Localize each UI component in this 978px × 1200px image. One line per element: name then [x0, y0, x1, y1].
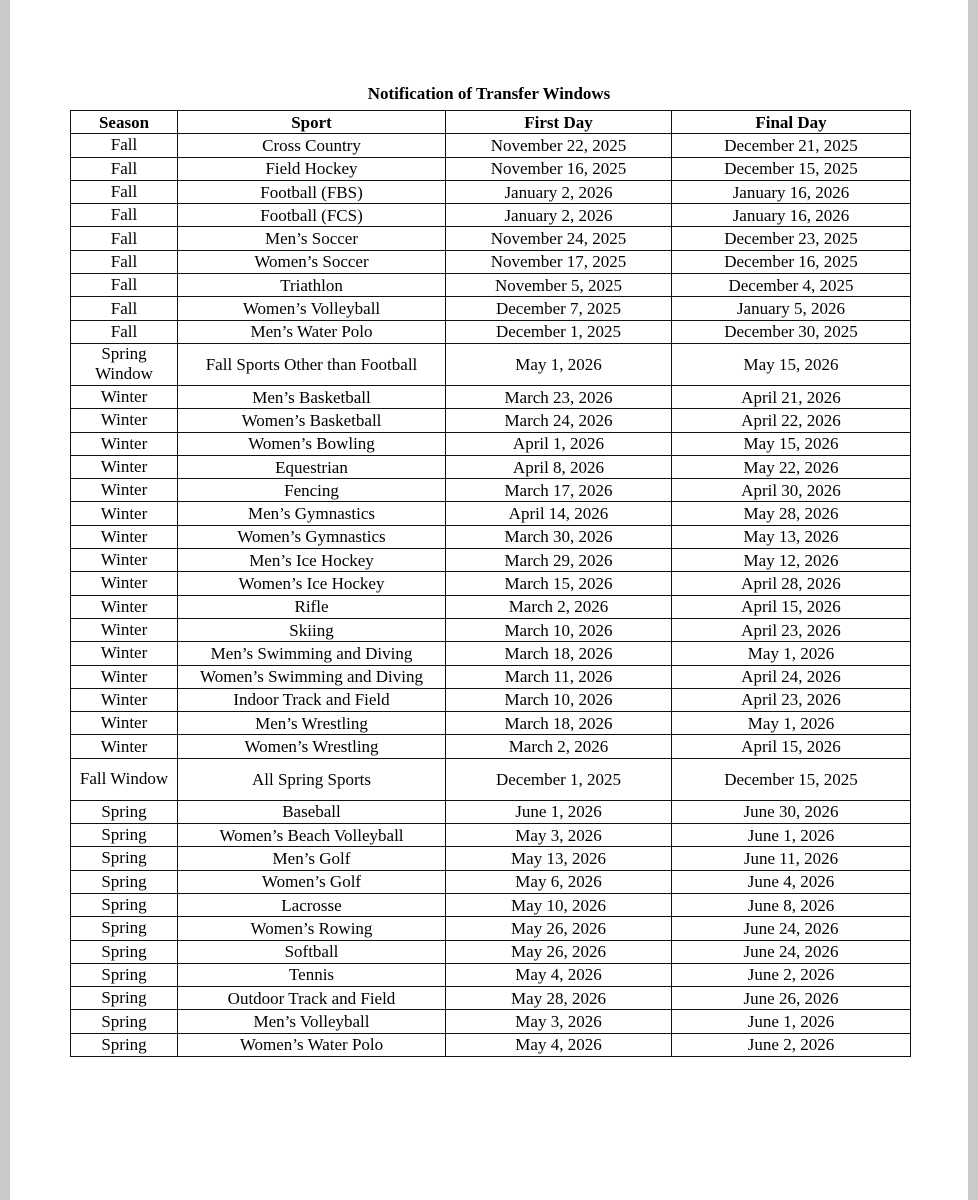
- first-day-cell: March 15, 2026: [446, 572, 672, 595]
- table-row: [71, 502, 911, 525]
- first-day-cell: June 1, 2026: [446, 800, 672, 823]
- season-cell: Fall: [71, 227, 178, 250]
- season-cell: Winter: [71, 642, 178, 665]
- sport-cell: Tennis: [178, 963, 446, 986]
- table-row: [71, 870, 911, 893]
- sport-cell: Women’s Ice Hockey: [178, 572, 446, 595]
- season-cell: Winter: [71, 455, 178, 478]
- first-day-cell: March 10, 2026: [446, 618, 672, 641]
- season-cell: Fall: [71, 320, 178, 343]
- sport-cell: Outdoor Track and Field: [178, 987, 446, 1010]
- sport-cell: Cross Country: [178, 134, 446, 157]
- first-day-cell: March 2, 2026: [446, 735, 672, 758]
- table-row: [71, 987, 911, 1010]
- table-row: [71, 917, 911, 940]
- season-cell: Spring: [71, 987, 178, 1010]
- season-cell: Winter: [71, 479, 178, 502]
- sport-cell: Football (FCS): [178, 204, 446, 227]
- season-cell: Winter: [71, 572, 178, 595]
- season-cell: Winter: [71, 502, 178, 525]
- season-cell: Winter: [71, 385, 178, 408]
- final-day-cell: April 22, 2026: [672, 409, 911, 432]
- final-day-cell: May 15, 2026: [672, 343, 911, 385]
- final-day-cell: April 21, 2026: [672, 385, 911, 408]
- sport-cell: Men’s Golf: [178, 847, 446, 870]
- season-cell: Winter: [71, 665, 178, 688]
- table-row: [71, 688, 911, 711]
- first-day-cell: May 26, 2026: [446, 917, 672, 940]
- final-day-cell: April 24, 2026: [672, 665, 911, 688]
- sport-cell: Men’s Wrestling: [178, 712, 446, 735]
- sport-cell: Softball: [178, 940, 446, 963]
- final-day-cell: June 1, 2026: [672, 824, 911, 847]
- table-row: [71, 320, 911, 343]
- table-row: [71, 712, 911, 735]
- season-cell: Fall Window: [71, 758, 178, 800]
- final-day-cell: December 30, 2025: [672, 320, 911, 343]
- table-row: [71, 455, 911, 478]
- sport-cell: Women’s Basketball: [178, 409, 446, 432]
- table-row: [71, 1033, 911, 1056]
- first-day-cell: May 13, 2026: [446, 847, 672, 870]
- sport-cell: Triathlon: [178, 274, 446, 297]
- first-day-cell: March 11, 2026: [446, 665, 672, 688]
- table-row: [71, 385, 911, 408]
- first-day-cell: November 24, 2025: [446, 227, 672, 250]
- final-day-cell: April 23, 2026: [672, 688, 911, 711]
- final-day-cell: January 5, 2026: [672, 297, 911, 320]
- first-day-cell: March 29, 2026: [446, 549, 672, 572]
- table-row: [71, 432, 911, 455]
- first-day-cell: May 4, 2026: [446, 963, 672, 986]
- final-day-cell: April 23, 2026: [672, 618, 911, 641]
- final-day-cell: May 12, 2026: [672, 549, 911, 572]
- sport-cell: Football (FBS): [178, 180, 446, 203]
- season-cell: Winter: [71, 688, 178, 711]
- table-row: [71, 134, 911, 157]
- table-row: [71, 735, 911, 758]
- table-row: [71, 250, 911, 273]
- first-day-cell: March 18, 2026: [446, 642, 672, 665]
- table-row: [71, 204, 911, 227]
- table-row: [71, 343, 911, 385]
- final-day-cell: April 30, 2026: [672, 479, 911, 502]
- first-day-cell: November 22, 2025: [446, 134, 672, 157]
- final-day-cell: June 24, 2026: [672, 917, 911, 940]
- table-row: [71, 824, 911, 847]
- sport-cell: All Spring Sports: [178, 758, 446, 800]
- sport-cell: Women’s Golf: [178, 870, 446, 893]
- season-cell: Fall: [71, 180, 178, 203]
- table-row: [71, 180, 911, 203]
- final-day-cell: May 28, 2026: [672, 502, 911, 525]
- sport-cell: Men’s Basketball: [178, 385, 446, 408]
- sport-cell: Men’s Soccer: [178, 227, 446, 250]
- sport-cell: Women’s Gymnastics: [178, 525, 446, 548]
- season-cell: Spring: [71, 963, 178, 986]
- season-cell: Fall: [71, 297, 178, 320]
- table-row: [71, 595, 911, 618]
- table-row: [71, 157, 911, 180]
- season-cell: Fall: [71, 134, 178, 157]
- season-cell: Fall: [71, 250, 178, 273]
- sport-cell: Men’s Gymnastics: [178, 502, 446, 525]
- sport-cell: Fencing: [178, 479, 446, 502]
- season-cell: Winter: [71, 595, 178, 618]
- season-cell: Spring Window: [71, 343, 178, 385]
- first-day-cell: December 7, 2025: [446, 297, 672, 320]
- first-day-cell: November 17, 2025: [446, 250, 672, 273]
- first-day-cell: March 23, 2026: [446, 385, 672, 408]
- table-row: [71, 227, 911, 250]
- final-day-cell: June 30, 2026: [672, 800, 911, 823]
- sport-cell: Women’s Swimming and Diving: [178, 665, 446, 688]
- season-cell: Spring: [71, 1010, 178, 1033]
- final-day-cell: May 15, 2026: [672, 432, 911, 455]
- sport-cell: Men’s Water Polo: [178, 320, 446, 343]
- final-day-cell: May 1, 2026: [672, 712, 911, 735]
- first-day-cell: December 1, 2025: [446, 758, 672, 800]
- table-row: [71, 642, 911, 665]
- first-day-cell: May 3, 2026: [446, 1010, 672, 1033]
- table-row: [71, 847, 911, 870]
- sport-cell: Rifle: [178, 595, 446, 618]
- table-row: [71, 409, 911, 432]
- first-day-cell: March 2, 2026: [446, 595, 672, 618]
- season-cell: Spring: [71, 800, 178, 823]
- sport-cell: Women’s Volleyball: [178, 297, 446, 320]
- document-title: Notification of Transfer Windows: [367, 84, 611, 103]
- first-day-cell: May 28, 2026: [446, 987, 672, 1010]
- season-cell: Winter: [71, 409, 178, 432]
- season-cell: Fall: [71, 157, 178, 180]
- first-day-cell: May 1, 2026: [446, 343, 672, 385]
- season-cell: Fall: [71, 204, 178, 227]
- final-day-cell: June 2, 2026: [672, 1033, 911, 1056]
- final-day-cell: April 28, 2026: [672, 572, 911, 595]
- table-row: [71, 549, 911, 572]
- final-day-cell: December 23, 2025: [672, 227, 911, 250]
- sport-cell: Skiing: [178, 618, 446, 641]
- final-day-cell: June 26, 2026: [672, 987, 911, 1010]
- season-cell: Winter: [71, 618, 178, 641]
- first-day-cell: November 16, 2025: [446, 157, 672, 180]
- first-day-cell: May 3, 2026: [446, 824, 672, 847]
- first-day-cell: January 2, 2026: [446, 204, 672, 227]
- sport-cell: Women’s Bowling: [178, 432, 446, 455]
- final-day-cell: April 15, 2026: [672, 735, 911, 758]
- final-day-cell: June 24, 2026: [672, 940, 911, 963]
- sport-cell: Indoor Track and Field: [178, 688, 446, 711]
- sport-cell: Women’s Water Polo: [178, 1033, 446, 1056]
- sport-cell: Baseball: [178, 800, 446, 823]
- first-day-cell: March 30, 2026: [446, 525, 672, 548]
- table-body: [71, 134, 911, 1057]
- sport-cell: Equestrian: [178, 455, 446, 478]
- final-day-cell: June 11, 2026: [672, 847, 911, 870]
- final-day-cell: June 1, 2026: [672, 1010, 911, 1033]
- final-day-cell: April 15, 2026: [672, 595, 911, 618]
- final-day-cell: June 8, 2026: [672, 893, 911, 916]
- first-day-cell: November 5, 2025: [446, 274, 672, 297]
- first-day-cell: May 10, 2026: [446, 893, 672, 916]
- season-cell: Winter: [71, 735, 178, 758]
- sport-cell: Men’s Volleyball: [178, 1010, 446, 1033]
- column-header-final-day: Final Day: [672, 111, 911, 134]
- first-day-cell: January 2, 2026: [446, 180, 672, 203]
- table-header-row: [71, 111, 911, 134]
- column-header-first-day: First Day: [446, 111, 672, 134]
- sport-cell: Women’s Soccer: [178, 250, 446, 273]
- first-day-cell: March 18, 2026: [446, 712, 672, 735]
- first-day-cell: May 4, 2026: [446, 1033, 672, 1056]
- table-row: [71, 525, 911, 548]
- table-row: [71, 479, 911, 502]
- column-header-season: Season: [71, 111, 178, 134]
- sport-cell: Men’s Ice Hockey: [178, 549, 446, 572]
- sport-cell: Field Hockey: [178, 157, 446, 180]
- final-day-cell: December 4, 2025: [672, 274, 911, 297]
- document-page: [10, 0, 968, 1200]
- final-day-cell: January 16, 2026: [672, 204, 911, 227]
- table-row: [71, 963, 911, 986]
- season-cell: Fall: [71, 274, 178, 297]
- first-day-cell: April 14, 2026: [446, 502, 672, 525]
- season-cell: Spring: [71, 824, 178, 847]
- table-row: [71, 572, 911, 595]
- table-row: [71, 758, 911, 800]
- final-day-cell: May 1, 2026: [672, 642, 911, 665]
- table-row: [71, 274, 911, 297]
- season-cell: Spring: [71, 870, 178, 893]
- season-cell: Spring: [71, 1033, 178, 1056]
- season-cell: Spring: [71, 847, 178, 870]
- season-cell: Spring: [71, 917, 178, 940]
- final-day-cell: December 16, 2025: [672, 250, 911, 273]
- first-day-cell: March 24, 2026: [446, 409, 672, 432]
- final-day-cell: May 22, 2026: [672, 455, 911, 478]
- transfer-windows-table: [70, 110, 911, 1057]
- final-day-cell: June 2, 2026: [672, 963, 911, 986]
- season-cell: Winter: [71, 712, 178, 735]
- final-day-cell: January 16, 2026: [672, 180, 911, 203]
- season-cell: Spring: [71, 940, 178, 963]
- first-day-cell: April 8, 2026: [446, 455, 672, 478]
- sport-cell: Fall Sports Other than Football: [178, 343, 446, 385]
- table-row: [71, 297, 911, 320]
- season-cell: Spring: [71, 893, 178, 916]
- final-day-cell: December 21, 2025: [672, 134, 911, 157]
- sport-cell: Women’s Rowing: [178, 917, 446, 940]
- table-row: [71, 893, 911, 916]
- final-day-cell: December 15, 2025: [672, 157, 911, 180]
- sport-cell: Women’s Beach Volleyball: [178, 824, 446, 847]
- sport-cell: Women’s Wrestling: [178, 735, 446, 758]
- season-cell: Winter: [71, 432, 178, 455]
- final-day-cell: May 13, 2026: [672, 525, 911, 548]
- first-day-cell: May 26, 2026: [446, 940, 672, 963]
- sport-cell: Men’s Swimming and Diving: [178, 642, 446, 665]
- final-day-cell: December 15, 2025: [672, 758, 911, 800]
- table-row: [71, 800, 911, 823]
- season-cell: Winter: [71, 525, 178, 548]
- table-row: [71, 665, 911, 688]
- table-row: [71, 940, 911, 963]
- first-day-cell: March 10, 2026: [446, 688, 672, 711]
- first-day-cell: March 17, 2026: [446, 479, 672, 502]
- table-row: [71, 1010, 911, 1033]
- sport-cell: Lacrosse: [178, 893, 446, 916]
- table-row: [71, 618, 911, 641]
- final-day-cell: June 4, 2026: [672, 870, 911, 893]
- first-day-cell: April 1, 2026: [446, 432, 672, 455]
- column-header-sport: Sport: [178, 111, 446, 134]
- first-day-cell: December 1, 2025: [446, 320, 672, 343]
- first-day-cell: May 6, 2026: [446, 870, 672, 893]
- season-cell: Winter: [71, 549, 178, 572]
